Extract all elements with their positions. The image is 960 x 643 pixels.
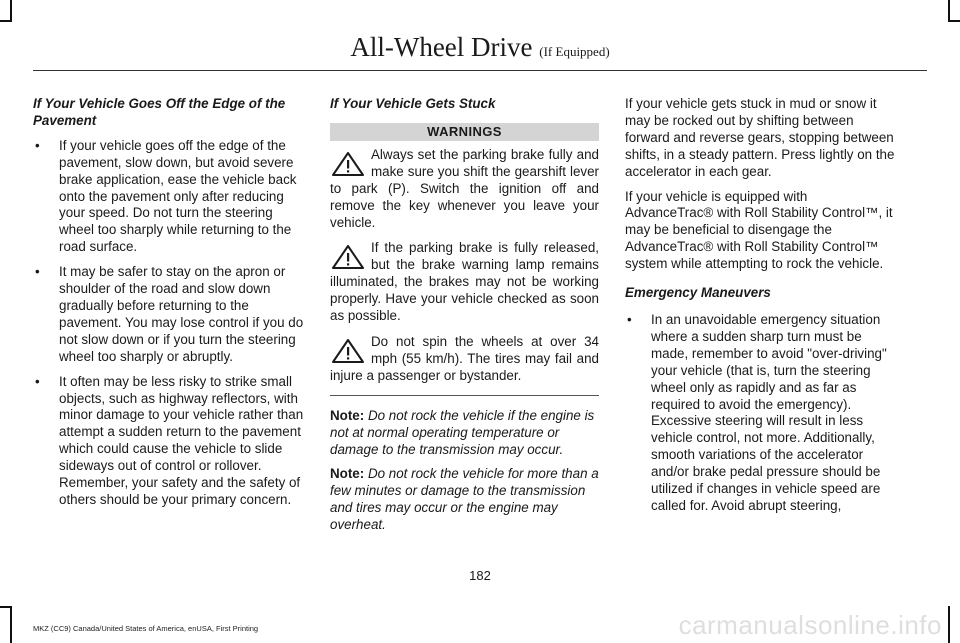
note-text: Do not rock the vehicle if the engine is not at normal operating temperature or damage to the transmission may occur. <box>330 407 595 457</box>
edition-footer: MKZ (CC9) Canada/United States of America, enUSA, First Printing <box>33 624 259 633</box>
column-left <box>33 96 305 517</box>
crop-mark-top-right-h <box>948 20 960 22</box>
warning-text: If the parking brake is fully released, but the brake warning lamp remains illuminated, the brakes may not be working properly. Have your vehicle checked as soon as possible. <box>330 240 599 324</box>
warning-triangle-icon <box>330 244 366 270</box>
header-divider <box>33 70 927 71</box>
section-heading-emergency: Emergency Maneuvers <box>625 285 771 301</box>
page-title <box>0 32 960 63</box>
bullet-item: • It often may be less risky to strike small objects, such as highway reflectors, with minor damage to your vehicle rather than attempt a sudden return to the pavement which could cause the vehicle to slide sideways out of control or rollover. Remember, your safety and the safety of others should be your primary concern. <box>33 374 305 509</box>
crop-mark-bottom-left-v <box>10 606 12 643</box>
crop-mark-bottom-left-h <box>0 606 12 608</box>
warning-triangle-icon <box>330 338 366 364</box>
warnings-box <box>330 123 599 385</box>
warning-item <box>330 240 599 325</box>
warning-text: Do not spin the wheels at over 34 mph (55 km/h). The tires may fail and injure a passenger or bystander. <box>330 333 599 383</box>
crop-mark-top-left-h <box>0 20 12 22</box>
body-paragraph: If your vehicle gets stuck in mud or snow it may be rocked out by shifting between forward and reverse gears, stopping between shifts, in a steady pattern. Press lightly on the accelerator in each gear. <box>625 96 895 179</box>
warning-item <box>330 147 599 232</box>
body-paragraph: If your vehicle is equipped with AdvanceTrac® with Roll Stability Control™, it may be beneficial to disengage the AdvanceTrac® with Roll Stability Control™ system while attempting to rock the vehicle. <box>625 188 893 272</box>
emergency-bullet-list <box>625 312 897 515</box>
page-title-main: All-Wheel Drive <box>350 32 533 62</box>
note-label: Note: <box>330 466 365 482</box>
note-label: Note: <box>330 407 365 423</box>
crop-mark-top-right-v <box>948 0 950 22</box>
bullet-item: • It may be safer to stay on the apron or shoulder of the road and slow down gradually before returning to the pavement. You may lose control if you do not slow down or if you turn the steering wheel too sharply or abruptly. <box>33 264 305 365</box>
off-edge-bullet-list <box>33 138 305 509</box>
crop-mark-top-left-v <box>10 0 12 22</box>
column-right <box>625 96 897 523</box>
column-middle <box>330 96 599 542</box>
crop-mark-bottom-right-v <box>948 606 950 643</box>
note-text: Do not rock the vehicle for more than a few minutes or damage to the transmission and tires may occur or the engine may overheat. <box>330 466 599 533</box>
section-heading-stuck: If Your Vehicle Gets Stuck <box>330 96 496 111</box>
warnings-divider <box>330 395 599 396</box>
note-paragraph <box>330 408 599 459</box>
bullet-item: • If your vehicle goes off the edge of the pavement, slow down, but avoid severe brake application, ease the vehicle back onto the pavement only after reducing your speed. Do not turn the steering wheel too sharply while returning to the road surface. <box>33 138 305 256</box>
watermark-logo: carmanualsonline.info <box>678 610 942 640</box>
warning-text: Always set the parking brake fully and make sure you shift the gearshift lever to park (P). Switch the ignition off and remove the key whenever you leave your vehicle. <box>330 146 599 230</box>
warning-triangle-icon <box>330 151 366 177</box>
note-paragraph <box>330 466 599 534</box>
page-title-subtitle: (If Equipped) <box>539 44 610 59</box>
warnings-heading: WARNINGS <box>330 123 599 141</box>
page-number: 182 <box>469 568 491 583</box>
bullet-item: • In an unavoidable emergency situation where a sudden sharp turn must be made, remember to avoid "over-driving" your vehicle (that is, turn the steering wheel only as rapidly and as far as required to avoid the emergency). Excessive steering will result in less vehicle control, not more. Additionally, smooth variations of the accelerator and/or brake pedal pressure should be utilized if changes in vehicle speed are called for. Avoid abrupt steering, <box>625 312 897 515</box>
section-heading-off-edge: If Your Vehicle Goes Off the Edge of the Pavement <box>33 96 286 128</box>
warning-item <box>330 334 599 385</box>
